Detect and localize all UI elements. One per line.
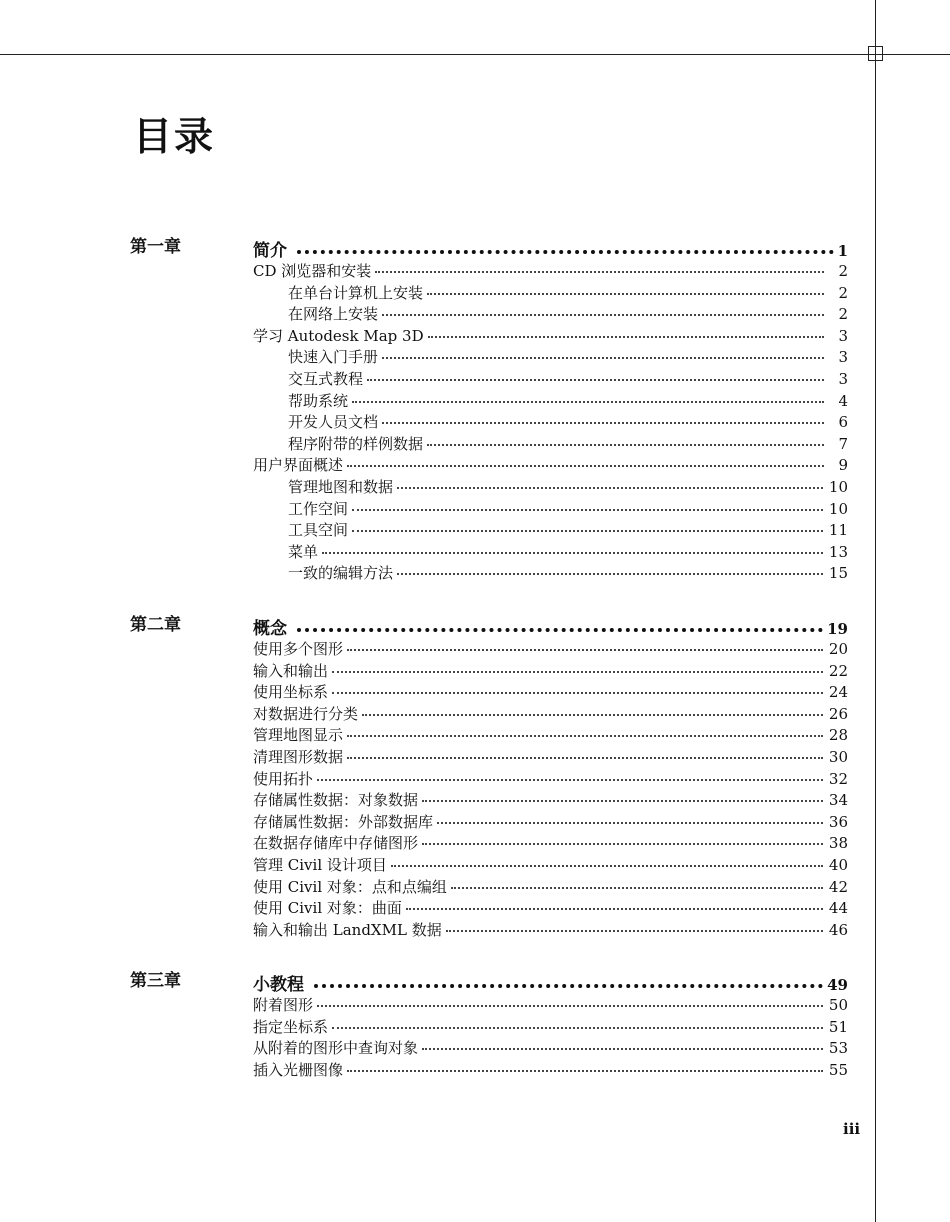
toc-entry-page: 10 [828,477,848,496]
dot-leader [332,691,823,694]
toc-entry[interactable] [253,639,848,661]
toc-entry[interactable] [253,542,848,564]
toc-entry-title: 指定坐标系 [253,1017,329,1036]
dot-leader [332,1026,823,1029]
toc-entry-page: 10 [828,499,848,518]
chapter-title: 概念 [253,619,287,639]
toc-entry-title: 存储属性数据：外部数据库 [253,812,434,831]
toc-entry-page: 26 [828,704,848,723]
toc-entry[interactable] [253,391,848,413]
toc-entry[interactable] [253,1060,848,1082]
toc-entry-title: 用户界面概述 [253,456,344,475]
toc-entry-page: 30 [828,747,848,766]
dot-leader [391,864,823,867]
toc-entry-title: 管理地图显示 [253,726,344,745]
dot-leader [437,821,823,824]
toc-entry-title: 一致的编辑方法 [288,564,394,583]
toc-entry[interactable] [253,769,848,791]
toc-entry-title: CD 浏览器和安装 [253,262,372,280]
chapter-page-number: 49 [827,976,848,994]
toc-entry-page: 4 [838,391,848,410]
toc-entry-page: 40 [828,855,848,874]
toc-entry-title: 管理 Civil 设计项目 [253,855,387,874]
dot-leader [397,572,823,575]
toc-entry-page: 22 [828,661,848,680]
chapter-page-number: 1 [837,242,848,260]
toc-entry[interactable] [253,369,848,391]
toc-entry-title: 使用 Civil 对象：点和点编组 [253,877,447,896]
chapter-title: 小教程 [253,975,304,995]
toc-entry[interactable] [253,682,848,704]
dot-leader [322,551,823,554]
dot-leader [406,907,823,910]
toc-entry[interactable] [253,704,848,726]
toc-entry[interactable] [253,304,848,326]
toc-entry[interactable] [253,898,848,920]
toc-entry[interactable] [253,995,848,1017]
toc-entry-title: 程序附带的样例数据 [288,434,424,453]
toc-entry-page: 2 [838,262,848,280]
dot-leader [347,1069,823,1072]
dot-leader [347,756,823,759]
toc-entry-list [253,995,848,1081]
toc-entry-title: 附着图形 [253,996,314,1014]
dot-leader [317,778,823,781]
toc-entry-page: 20 [828,640,848,658]
dot-leader [382,421,824,424]
toc-entry[interactable] [253,747,848,769]
chapter-heading-link[interactable] [253,236,848,261]
toc-entry-title: 插入光栅图像 [253,1060,344,1079]
dot-leader [397,486,823,489]
dot-leader [352,400,824,403]
dot-leader [427,443,824,446]
dot-leader [362,713,823,716]
toc-entry-title: 从附着的图形中查询对象 [253,1039,419,1058]
dot-leader [297,627,823,632]
toc-entry[interactable] [253,499,848,521]
toc-entry-title: 管理地图和数据 [288,477,394,496]
toc-entry[interactable] [253,326,848,348]
toc-entry[interactable] [253,563,848,585]
toc-entry-title: 菜单 [288,542,319,561]
toc-entry-title: 工作空间 [288,499,349,518]
toc-entry[interactable] [253,855,848,877]
registration-mark [868,46,883,61]
toc-entry[interactable] [253,920,848,942]
dot-leader [352,508,823,511]
toc-entry-page: 34 [828,791,848,810]
chapter-label: 第三章 [130,971,181,991]
toc-entry-title: 交互式教程 [288,369,364,388]
toc-entry[interactable] [253,520,848,542]
dot-leader [427,292,824,295]
toc-entry-page: 55 [828,1060,848,1079]
dot-leader [314,983,823,988]
toc-entry-page: 51 [828,1017,848,1036]
toc-entry-page: 7 [838,434,848,453]
toc-entry-page: 28 [828,726,848,745]
toc-entry-page: 38 [828,834,848,853]
toc-entry-title: 使用 Civil 对象：曲面 [253,899,402,918]
toc-entry-title: 在单台计算机上安装 [288,283,424,302]
chapter-page-number: 19 [827,620,848,638]
toc-entry-title: 使用拓扑 [253,769,314,788]
dot-leader [367,378,824,381]
dot-leader [451,886,823,889]
toc-entry-page: 13 [828,542,848,561]
dot-leader [332,670,823,673]
toc-entry-page: 50 [828,996,848,1014]
toc-entry-title: 开发人员文档 [288,413,379,432]
chapter-title: 简介 [253,241,287,261]
crop-mark-horizontal [0,54,950,55]
dot-leader [347,734,823,737]
toc-entry-page: 3 [838,326,848,345]
dot-leader [347,648,823,651]
toc-entry-page: 15 [828,564,848,583]
toc-entry-page: 3 [838,348,848,367]
toc-entry[interactable] [253,455,848,477]
chapter-label: 第二章 [130,615,181,635]
toc-entry[interactable] [253,477,848,499]
toc-entry-title: 学习 Autodesk Map 3D [253,326,424,345]
toc-entry-page: 32 [828,769,848,788]
toc-entry-title: 使用坐标系 [253,683,329,702]
toc-entry[interactable] [253,661,848,683]
toc-entry[interactable] [253,812,848,834]
chapter-heading-link[interactable] [253,970,848,995]
toc-entry-title: 在数据存储库中存储图形 [253,834,419,853]
toc-entry[interactable] [253,1038,848,1060]
dot-leader [347,464,824,467]
dot-leader [317,1004,823,1007]
chapter-heading-link[interactable] [253,614,848,639]
toc-entry-page: 44 [828,899,848,918]
toc-entry-title: 在网络上安装 [288,305,379,324]
toc-entry-title: 存储属性数据：对象数据 [253,791,419,810]
toc-entry[interactable] [253,877,848,899]
dot-leader [422,799,823,802]
toc-entry-list [253,639,848,941]
dot-leader [382,356,824,359]
toc-entry[interactable] [253,725,848,747]
toc-entry-page: 24 [828,683,848,702]
dot-leader [375,270,824,273]
toc-entry[interactable] [253,434,848,456]
toc-entry-page: 46 [828,920,848,939]
toc-entry[interactable] [253,347,848,369]
dot-leader [297,249,834,254]
toc-entry-list [253,261,848,585]
toc-entry-title: 输入和输出 LandXML 数据 [253,920,442,939]
toc-entry-title: 使用多个图形 [253,640,344,658]
toc-entry[interactable] [253,412,848,434]
toc-entry-page: 2 [838,283,848,302]
toc-entry-title: 帮助系统 [288,391,349,410]
dot-leader [428,335,824,338]
toc-entry-page: 36 [828,812,848,831]
toc-entry-title: 清理图形数据 [253,747,344,766]
toc-entry[interactable] [253,790,848,812]
chapter-label: 第一章 [130,237,181,257]
crop-mark-vertical [875,0,876,1222]
toc-entry-page: 3 [838,369,848,388]
toc-entry-page: 11 [828,521,848,540]
toc-entry-title: 输入和输出 [253,661,329,680]
toc-entry[interactable] [253,261,848,283]
page-title: 目录 [133,115,216,160]
toc-entry[interactable] [253,1017,848,1039]
dot-leader [446,929,823,932]
toc-entry-page: 6 [838,413,848,432]
dot-leader [352,529,823,532]
toc-entry-page: 9 [838,456,848,475]
dot-leader [382,313,824,316]
dot-leader [422,842,823,845]
toc-entry-page: 42 [828,877,848,896]
dot-leader [422,1047,823,1050]
toc-entry-title: 工具空间 [288,521,349,540]
toc-entry-title: 对数据进行分类 [253,704,359,723]
toc-entry[interactable] [253,283,848,305]
page-number: iii [843,1120,861,1138]
toc-entry-page: 2 [838,305,848,324]
toc-entry[interactable] [253,833,848,855]
toc-entry-title: 快速入门手册 [288,348,379,367]
toc-entry-page: 53 [828,1039,848,1058]
